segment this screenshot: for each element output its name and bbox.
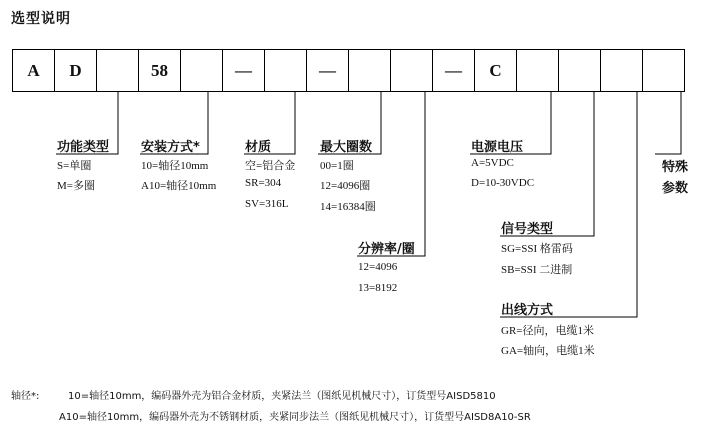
code-box-12: C — [474, 49, 517, 92]
max-turns-header: 最大圈数 — [320, 140, 373, 155]
resolution-header: 分辨率/圈 — [358, 242, 415, 257]
material-option-3: SV=316L — [245, 198, 289, 210]
power-option-2: D=10-30VDC — [471, 177, 535, 189]
special-header-line2: 参数 — [662, 181, 689, 196]
outlet-option-2: GA=轴向，电缆1米 — [501, 345, 595, 357]
signal-type-header: 信号类型 — [501, 222, 554, 237]
function-type-header: 功能类型 — [57, 140, 110, 155]
turns-option-2: 12=4096圈 — [320, 180, 371, 192]
code-box-6: — — [222, 49, 265, 92]
material-option-1: 空=铝合金 — [245, 160, 296, 172]
special-header-line1: 特殊 — [662, 160, 689, 175]
shaft-note-label: 轴径*: — [11, 391, 40, 402]
turns-option-3: 14=16384圈 — [320, 201, 376, 213]
code-box-4: 58 — [138, 49, 181, 92]
mount-option-2: A10=轴径10mm — [141, 180, 217, 192]
function-option-2: M=多圈 — [57, 180, 95, 192]
turns-option-1: 00=1圈 — [320, 160, 354, 172]
code-box-2: D — [54, 49, 97, 92]
material-option-2: SR=304 — [245, 177, 282, 189]
code-box-8: — — [306, 49, 349, 92]
power-voltage-header: 电源电压 — [471, 140, 524, 155]
material-header: 材质 — [245, 140, 272, 155]
signal-option-2: SB=SSI 二进制 — [501, 264, 573, 276]
power-option-1: A=5VDC — [471, 157, 514, 169]
shaft-note-line-2: A10=轴径10mm，编码器外壳为不锈钢材质，夹紧同步法兰（图纸见机械尺寸），订货型号AISD8A10-SR — [59, 412, 531, 423]
mount-type-header: 安装方式* — [141, 140, 200, 155]
outlet-option-1: GR=径向，电缆1米 — [501, 325, 594, 337]
function-option-1: S=单圈 — [57, 160, 92, 172]
shaft-note-line-1: 10=轴径10mm，编码器外壳为铝合金材质，夹紧法兰（图纸见机械尺寸），订货型号AISD5810 — [68, 391, 496, 402]
page-title: 选型说明 — [11, 11, 71, 27]
mount-option-1: 10=轴径10mm — [141, 160, 209, 172]
connector-outlet — [500, 92, 637, 317]
signal-option-1: SG=SSI 格雷码 — [501, 243, 573, 255]
code-box-11: — — [432, 49, 475, 92]
resolution-option-1: 12=4096 — [358, 261, 398, 273]
resolution-option-2: 13=8192 — [358, 282, 398, 294]
connector-resolution — [357, 92, 425, 256]
connector-signal — [500, 92, 594, 236]
outlet-type-header: 出线方式 — [501, 303, 554, 318]
code-box-1: A — [12, 49, 55, 92]
connector-special — [655, 92, 681, 154]
